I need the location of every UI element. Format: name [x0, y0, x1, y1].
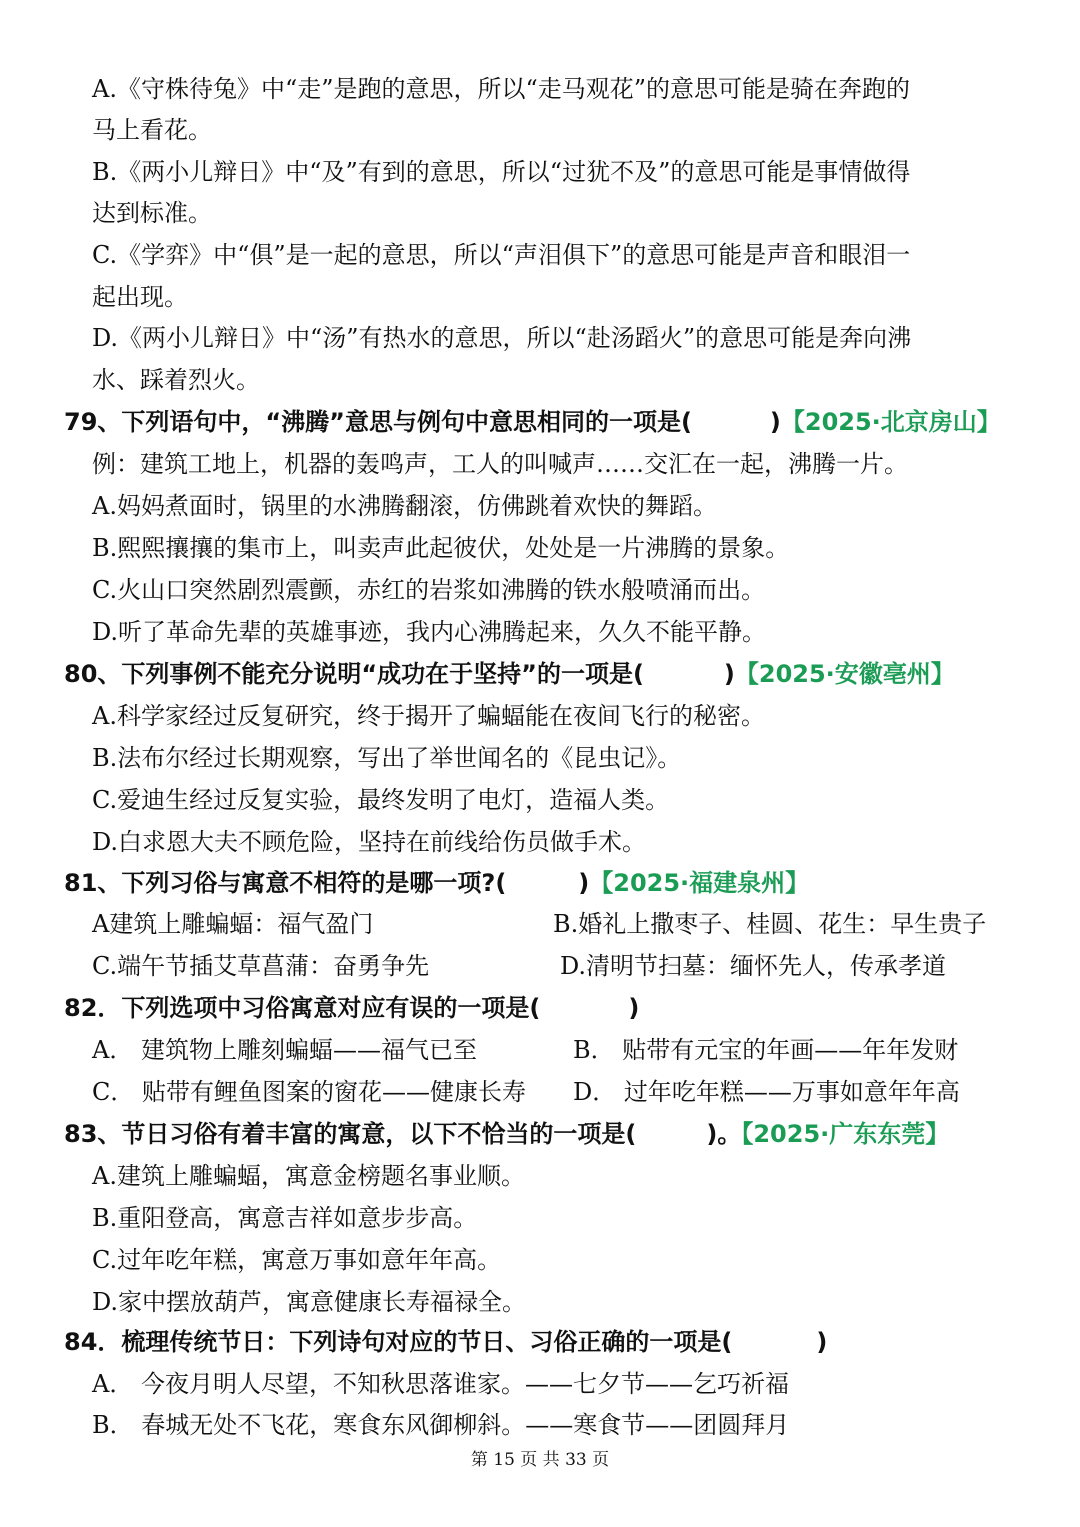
option-text-line: C.《学弈》中“俱”是一起的意思，所以“声泪俱下”的意思可能是声音和眼泪一 — [92, 241, 911, 269]
option-d: D． 过年吃年糕——万事如意年年高 — [573, 1078, 960, 1106]
option-text-line: 达到标准。 — [92, 199, 212, 227]
option-b: B． 贴带有元宝的年画——年年发财 — [573, 1036, 959, 1064]
option-text-line: 马上看花。 — [92, 116, 212, 144]
source-tag: 【2025·安徽亳州】 — [734, 660, 955, 688]
source-tag: 【2025·北京房山】 — [780, 408, 1001, 436]
question-80-stem — [64, 658, 955, 690]
page-footer: 第 15 页 共 33 页 — [470, 1450, 610, 1470]
question-paren-close: ) — [816, 1328, 828, 1356]
example-sentence: 例：建筑工地上，机器的轰鸣声，工人的叫喊声……交汇在一起，沸腾一片。 — [92, 450, 908, 478]
question-stem-text: 80、下列事例不能充分说明“成功在于坚持”的一项是( — [64, 660, 644, 688]
option-b: B.熙熙攘攘的集市上，叫卖声此起彼伏，处处是一片沸腾的景象。 — [92, 534, 790, 562]
option-c: C.过年吃年糕，寓意万事如意年年高。 — [92, 1246, 502, 1274]
option-text-line: 起出现。 — [92, 283, 188, 311]
option-b: B.法布尔经过长期观察，写出了举世闻名的《昆虫记》。 — [92, 744, 682, 772]
option-d: D.听了革命先辈的英雄事迹，我内心沸腾起来，久久不能平静。 — [92, 618, 767, 646]
option-a: A.科学家经过反复研究，终于揭开了蝙蝠能在夜间飞行的秘密。 — [92, 702, 765, 730]
question-81-stem — [64, 867, 809, 899]
question-paren-close: ) — [723, 660, 735, 688]
option-text-line: D.《两小儿辩日》中“汤”有热水的意思，所以“赴汤蹈火”的意思可能是奔向沸 — [92, 324, 912, 352]
option-text-line: 水、踩着烈火。 — [92, 366, 260, 394]
question-stem-text: 83、节日习俗有着丰富的寓意，以下不恰当的一项是( — [64, 1120, 637, 1148]
option-c: C． 贴带有鲤鱼图案的窗花——健康长寿 — [92, 1078, 526, 1106]
question-84-stem — [64, 1326, 827, 1358]
question-82-stem — [64, 992, 639, 1024]
option-a: A建筑上雕蝙蝠：福气盈门 — [92, 910, 374, 938]
option-a: A． 建筑物上雕刻蝙蝠——福气已至 — [92, 1036, 477, 1064]
option-b: B.重阳登高，寓意吉祥如意步步高。 — [92, 1204, 478, 1232]
source-tag: 【2025·广东东莞】 — [741, 1120, 950, 1148]
option-d: D.家中摆放葫芦，寓意健康长寿福禄全。 — [92, 1288, 527, 1316]
option-d: D.白求恩大夫不顾危险，坚持在前线给伤员做手术。 — [92, 828, 647, 856]
option-a: A.建筑上雕蝙蝠，寓意金榜题名事业顺。 — [92, 1162, 525, 1190]
question-paren-close: ) — [769, 408, 781, 436]
option-text-line: B.《两小儿辩日》中“及”有到的意思，所以“过犹不及”的意思可能是事情做得 — [92, 158, 911, 186]
question-stem-text: 82．下列选项中习俗寓意对应有误的一项是( — [64, 994, 541, 1022]
question-83-stem — [64, 1118, 949, 1150]
question-paren-close: )。 — [706, 1120, 742, 1148]
source-tag: 【2025·福建泉州】 — [589, 869, 810, 897]
option-c: C.火山口突然剧烈震颤，赤红的岩浆如沸腾的铁水般喷涌而出。 — [92, 576, 766, 604]
option-c: C.端午节插艾草菖蒲：奋勇争先 — [92, 952, 430, 980]
option-c: C.爱迪生经过反复实验，最终发明了电灯，造福人类。 — [92, 786, 670, 814]
option-b: B． 春城无处不飞花，寒食东风御柳斜。——寒食节——团圆拜月 — [92, 1411, 790, 1439]
question-paren-close: ) — [578, 869, 590, 897]
question-stem-text: 84．梳理传统节日：下列诗句对应的节日、习俗正确的一项是( — [64, 1328, 733, 1356]
option-b: B.婚礼上撒枣子、桂圆、花生：早生贵子 — [553, 910, 987, 938]
option-a: A． 今夜月明人尽望，不知秋思落谁家。——七夕节——乞巧祈福 — [92, 1370, 789, 1398]
question-stem-text: 79、下列语句中，“沸腾”意思与例句中意思相同的一项是( — [64, 408, 692, 436]
option-d: D.清明节扫墓：缅怀先人，传承孝道 — [560, 952, 947, 980]
option-text-line: A.《守株待兔》中“走”是跑的意思，所以“走马观花”的意思可能是骑在奔跑的 — [92, 75, 911, 103]
question-stem-text: 81、下列习俗与寓意不相符的是哪一项?( — [64, 869, 507, 897]
question-paren-close: ) — [628, 994, 640, 1022]
option-a: A.妈妈煮面时，锅里的水沸腾翻滚，仿佛跳着欢快的舞蹈。 — [92, 492, 717, 520]
question-79-stem — [64, 406, 1001, 438]
